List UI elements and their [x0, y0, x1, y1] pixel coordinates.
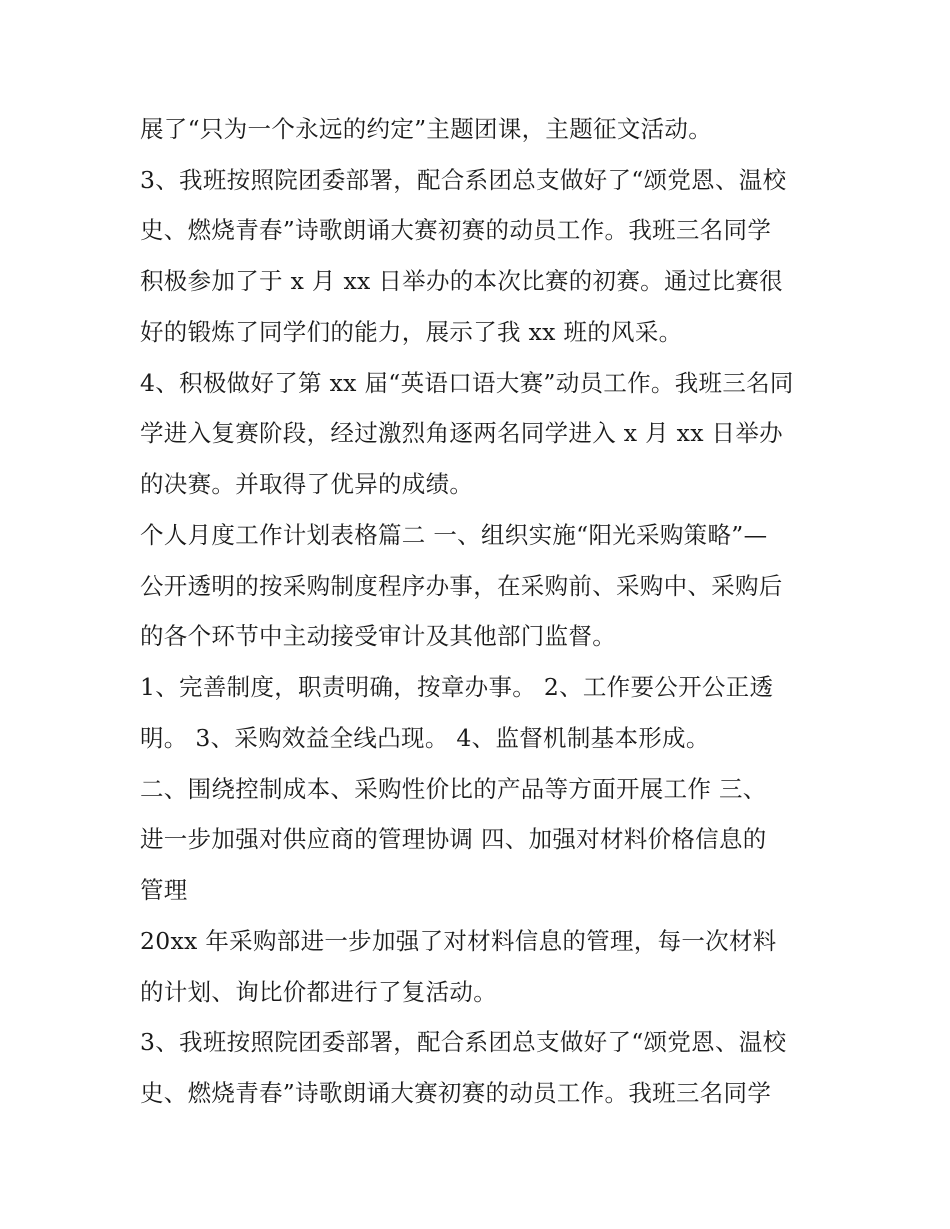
text-line: 3、我班按照院团委部署，配合系团总支做好了“颂党恩、温校: [140, 1028, 787, 1056]
text-line: 二、围绕控制成本、采购性价比的产品等方面开展工作 三、: [140, 775, 767, 803]
text-line: 1、完善制度，职责明确，按章办事。 2、工作要公开公正透: [140, 673, 774, 701]
text-line: 的各个环节中主动接受审计及其他部门监督。: [140, 622, 616, 650]
text-line: 好的锻炼了同学们的能力，展示了我 xx 班的风采。: [140, 318, 683, 346]
text-line: 展了“只为一个永远的约定”主题团课，主题征文活动。: [140, 115, 713, 143]
text-line: 3、我班按照院团委部署，配合系团总支做好了“颂党恩、温校: [140, 166, 787, 194]
text-line: 进一步加强对供应商的管理协调 四、加强对材料价格信息的: [140, 825, 767, 853]
text-line: 明。 3、采购效益全线凸现。 4、监督机制基本形成。: [140, 724, 710, 752]
text-line: 的决赛。并取得了优异的成绩。: [140, 470, 474, 498]
text-line: 史、燃烧青春”诗歌朗诵大赛初赛的动员工作。我班三名同学: [140, 216, 772, 244]
text-line: 20xx 年采购部进一步加强了对材料信息的管理，每一次材料: [140, 927, 777, 955]
text-line: 积极参加了于 x 月 xx 日举办的本次比赛的初赛。通过比赛很: [140, 267, 783, 295]
text-line: 史、燃烧青春”诗歌朗诵大赛初赛的动员工作。我班三名同学: [140, 1079, 772, 1107]
text-line: 公开透明的按采购制度程序办事，在采购前、采购中、采购后: [140, 572, 783, 600]
text-line: 的计划、询比价都进行了复活动。: [140, 978, 497, 1006]
text-line: 学进入复赛阶段，经过激烈角逐两名同学进入 x 月 xx 日举办: [140, 419, 783, 447]
text-line: 4、积极做好了第 xx 届“英语口语大赛”动员工作。我班三名同: [140, 369, 794, 397]
text-line: 个人月度工作计划表格篇二 一、组织实施“阳光采购策略”—: [140, 521, 768, 549]
text-line: 管理: [140, 876, 188, 904]
